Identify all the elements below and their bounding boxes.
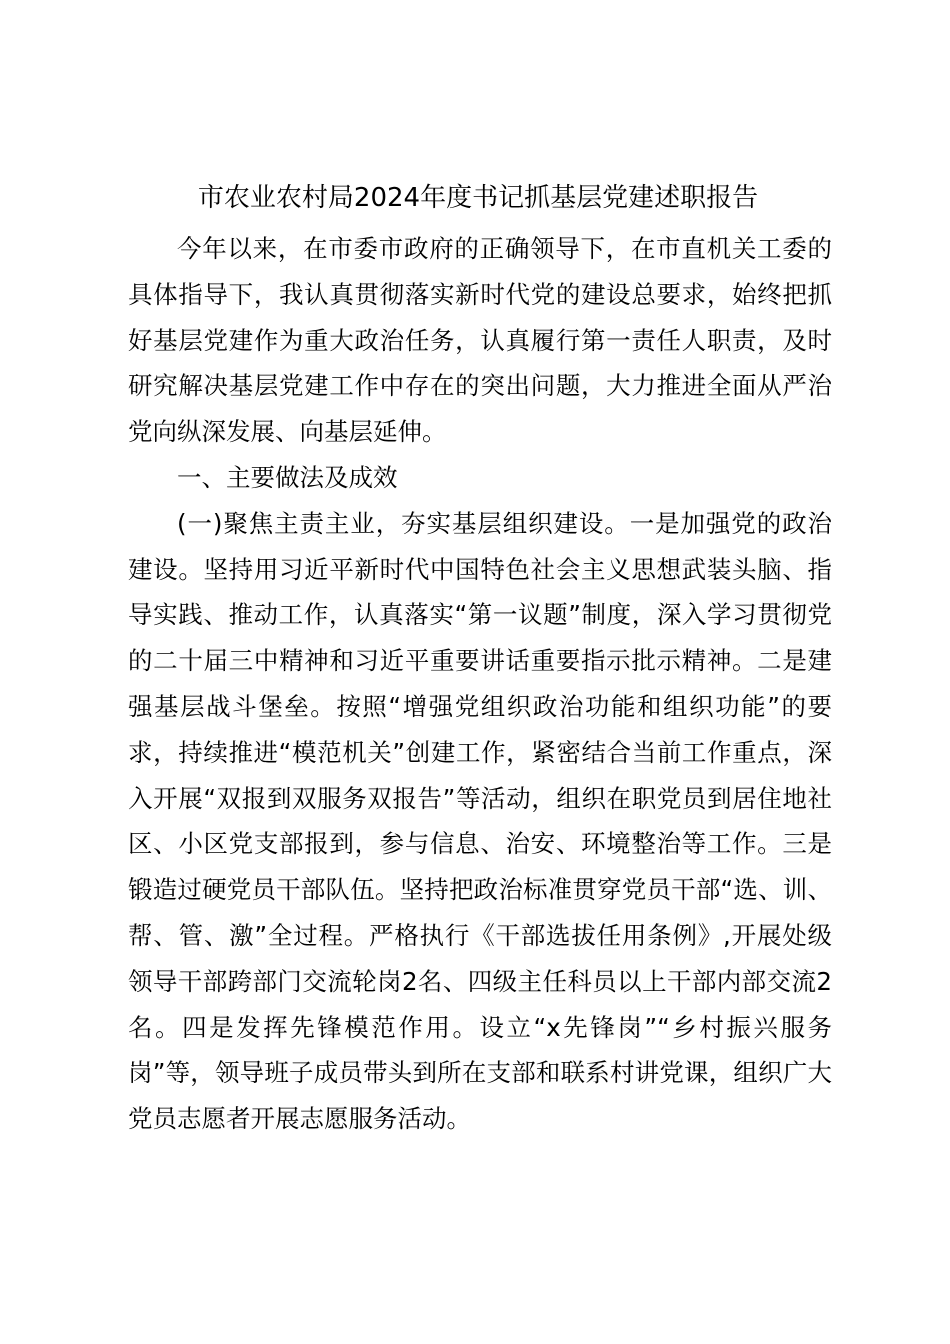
document-body [128,226,832,1142]
document-title: 市农业农村局2024年度书记抓基层党建述职报告 [197,183,759,213]
section-heading: 一、主要做法及成效 [177,462,398,492]
intro-paragraph: 今年以来，在市委市政府的正确领导下，在市直机关工委的具体指导下，我认真贯彻落实新时代党的建设总要求，始终把抓好基层党建作为重大政治任务，认真履行第一责任人职责，及时研究解决基层党建工作中存在的突出问题，大力推进全面从严治党向纵深发展、向基层延伸。 [128,234,832,447]
section-paragraph: (一)聚焦主责主业，夯实基层组织建设。一是加强党的政治建设。坚持用习近平新时代中国特色社会主义思想武装头脑、指导实践、推动工作，认真落实“第一议题”制度，深入学习贯彻党的二十届三中精神和习近平重要讲话重要指示批示精神。二是建强基层战斗堡垒。按照“增强党组织政治功能和组织功能”的要求，持续推进“模范机关”创建工作，紧密结合当前工作重点，深入开展“双报到双服务双报告”等活动，组织在职党员到居住地社区、小区党支部报到，参与信息、治安、环境整治等工作。三是锻造过硬党员干部队伍。坚持把政治标准贯穿党员干部“选、训、帮、管、激”全过程。严格执行《干部选拔任用条例》,开展处级领导干部跨部门交流轮岗2名、四级主任科员以上干部内部交流2名。四是发挥先锋模范作用。设立“x先锋岗”“乡村振兴服务岗”等，领导班子成员带头到所在支部和联系村讲党课，组织广大党员志愿者开展志愿服务活动。 [128,508,832,1134]
